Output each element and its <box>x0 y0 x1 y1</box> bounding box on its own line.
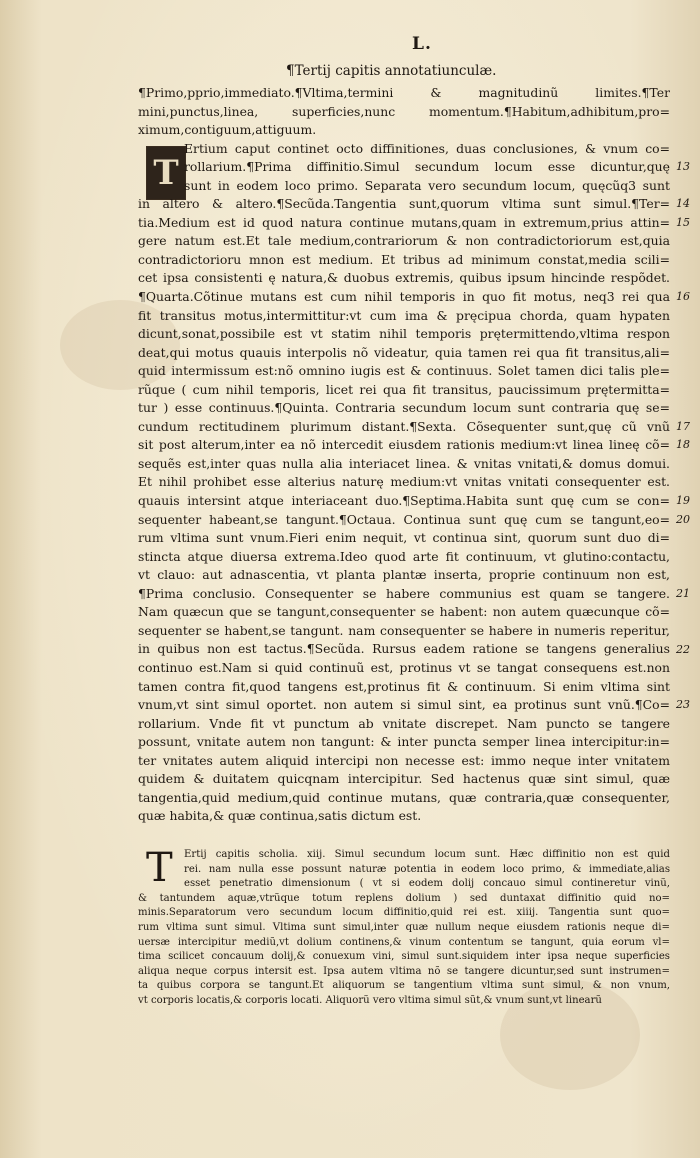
scholia-line: vt corporis locatis,& corporis locati. Aliquorũ vero vltima simul sũt,& vnum sunt,vt linearũ <box>138 994 602 1006</box>
text-line: rum vltima sunt vnum.Fieri enim nequit, vt continua sint, quorum sunt duo di= <box>138 530 670 546</box>
text-line: deat,qui motus quauis interpolis nõ videatur, quia tamen rei qua fit transitus,ali= <box>138 344 670 360</box>
text-line: ¶Prima conclusio. Consequenter se habere communius est quam se tangere. <box>138 585 670 601</box>
text-line: sunt in eodem loco primo. Separata vero secundum locum, quęcũq3 sunt <box>184 177 670 193</box>
text-line: stincta atque diuersa extrema.Ideo quod arte fit continuum, vt glutino:contactu, <box>138 548 670 564</box>
margin-number: 17 <box>676 419 690 433</box>
text-line: dicunt,sonat,possibile est vt statim nihil temporis prętermittendo,vltima respon <box>138 326 670 342</box>
text-line: quæ habita,& quæ continua,satis dictum est. <box>138 808 422 824</box>
text-line: sequenter habeant,se tangunt.¶Octaua. Continua sunt quę cum se tangunt,eo= <box>138 511 670 527</box>
margin-number: 16 <box>676 290 690 304</box>
text-line: Ertium caput continet octo diffinitiones, duas conclusiones, & vnum co= <box>184 140 670 156</box>
text-line: fit transitus motus,intermittitur:vt cum ima & pręcipua chorda, quam hypaten <box>138 307 670 323</box>
margin-number: 14 <box>676 197 690 211</box>
text-line: continuo est.Nam si quid continuũ est, protinus vt se tangat consequens est.non <box>138 659 670 675</box>
text-line: sit post alterum,inter ea nõ intercedit eiusdem rationis medium:vt linea lineę cõ= <box>138 437 670 453</box>
text-line: in quibus non est tactus.¶Secũda. Rursus eadem ratione se tangens generalius <box>138 641 670 657</box>
text-line: quauis intersint atque interiaceant duo.¶Septima.Habita sunt quę cum se con= <box>138 493 670 509</box>
text-line: cet ipsa consistenti ę natura,& duobus extremis, quibus ipsum hincinde respõdet. <box>138 270 670 286</box>
text-line: ter vnitates autem aliquid intercipi non necesse est: immo neque inter vnitatem <box>138 752 670 768</box>
text-line: gere natum est.Et tale medium,contrariorum & non contradictoriorum est,quia <box>138 233 670 249</box>
scholia-initial: T <box>146 845 173 891</box>
initial-letter: T <box>153 153 179 193</box>
margin-number: 20 <box>676 512 690 526</box>
section-heading: ¶Tertij capitis annotatiunculæ. <box>286 63 497 79</box>
text-line: in altero & altero.¶Secũda.Tangentia sunt,quorum vltima sunt simul.¶Ter= <box>138 196 670 212</box>
text-line: possunt, vnitate autem non tangunt: & inter puncta semper linea intercipitur:in= <box>138 734 670 750</box>
text-line: tangentia,quid medium,quid continue mutans, quæ contraria,quæ consequenter, <box>138 789 670 805</box>
scholia-line: rum vltima sunt simul. Vltima sunt simul,inter quæ nullum neque eiusdem rationis neque di= <box>138 921 670 933</box>
text-line: tamen contra fit,quod tangens est,protinus fit & continuum. Si enim vltima sint <box>138 678 670 694</box>
text-line: quidem & duitatem quicqnam intercipitur. Sed hactenus quæ sint simul, quæ <box>138 771 670 787</box>
text-line: ¶Primo,pprio,immediato.¶Vltima,termini & magnitudinũ limites.¶Ter <box>138 85 670 100</box>
margin-number: 23 <box>676 698 690 712</box>
margin-number: 19 <box>676 494 690 508</box>
text-line: ximum,contiguum,attiguum. <box>138 122 317 138</box>
scholia-line: tima scilicet concauum dolij,& conuexum vini, simul sunt.siquidem inter ipsa neque superficies <box>138 951 670 963</box>
text-line: rollarium. Vnde fit vt punctum ab vnitate discrepet. Nam puncto se tangere <box>138 715 670 731</box>
text-line: vnum,vt sint simul oportet. non autem si simul sint, ea protinus sunt vnũ.¶Co= <box>138 697 670 713</box>
scholia-text-block <box>138 845 670 1009</box>
main-text-block <box>138 84 670 826</box>
text-line: tur ) esse continuus.¶Quinta. Contraria secundum locum sunt contraria quę se= <box>138 400 670 416</box>
scholia-line: rei. nam nulla esse possunt naturæ potentia in eodem loco primo, & immediate,alias <box>184 863 670 875</box>
text-line: sequenter se habent,se tangunt. nam consequenter se habere in numeris reperitur, <box>138 622 670 638</box>
text-line: contradictorioru mnon est medium. Et tribus ad minimum constat,media scili= <box>138 251 670 267</box>
scholia-line: ta quibus corpora se tangunt.Et aliquorum se tangentium vltima sunt simul, & non vnum, <box>138 980 670 992</box>
margin-number: 22 <box>676 642 690 656</box>
margin-number: 18 <box>676 438 690 452</box>
text-line: mini,punctus,linea, superficies,nunc momentum.¶Habitum,adhibitum,pro= <box>138 103 670 119</box>
scholia-line: minis.Separatorum vero secundum locum diffinitio,quid rei est. xiiij. Tangentia sunt quo= <box>138 907 670 919</box>
text-line: tia.Medium est id quod natura continue mutans,quam in extremum,prius attin= <box>138 214 670 230</box>
scholia-line: aliqua neque corpus intersit est. Ipsa autem vltima nõ se tangere dicuntur,sed sunt instrumen= <box>138 965 670 977</box>
scholia-line: uersæ intercipitur mediũ,vt dolium continens,& vinum contentum se tangunt, quia eorum vl= <box>138 936 670 948</box>
margin-number: 15 <box>676 215 690 229</box>
text-line: ¶Quarta.Cõtinue mutans est cum nihil temporis in quo fit motus, neq3 rei qua <box>138 289 670 305</box>
text-line: Nam quæcun que se tangunt,consequenter se habent: non autem quæcunque cõ= <box>138 604 670 620</box>
text-line: rollarium.¶Prima diffinitio.Simul secundum locum esse dicuntur,quę <box>184 159 670 175</box>
text-line: quid intermissum est:nõ omnino iugis est & continuus. Solet tamen dici talis ple= <box>138 363 670 379</box>
margin-number: 21 <box>676 586 690 600</box>
scholia-line: & tantundem aquæ,vtrũque totum replens dolium ) sed duntaxat diffinitio quid no= <box>138 892 670 904</box>
text-line: sequẽs est,inter quas nulla alia interiacet linea. & vnitas vnitati,& domus domui. <box>138 455 670 471</box>
text-line: cundum rectitudinem plurimum distant.¶Sexta. Cõsequenter sunt,quę cũ vnũ <box>138 418 670 434</box>
text-line: Et nihil prohibet esse alterius naturę medium:vt vnitas vnitati consequenter est. <box>138 474 670 490</box>
folio-number: L. <box>412 34 432 54</box>
margin-number: 13 <box>676 160 690 174</box>
text-line: rũque ( cum nihil temporis, licet rei qua fit transitus, paucissimum prętermitta= <box>138 381 670 397</box>
text-line: vt clauo: aut adnascentia, vt planta plantæ inserta, proprie continuum non est, <box>138 567 670 583</box>
scholia-line: Ertij capitis scholia. xiij. Simul secundum locum sunt. Hæc diffinitio non est quid <box>184 849 670 860</box>
scholia-line: esset penetratio dimensionum ( vt si eodem dolij concauo simul contineretur vinũ, <box>184 878 670 890</box>
